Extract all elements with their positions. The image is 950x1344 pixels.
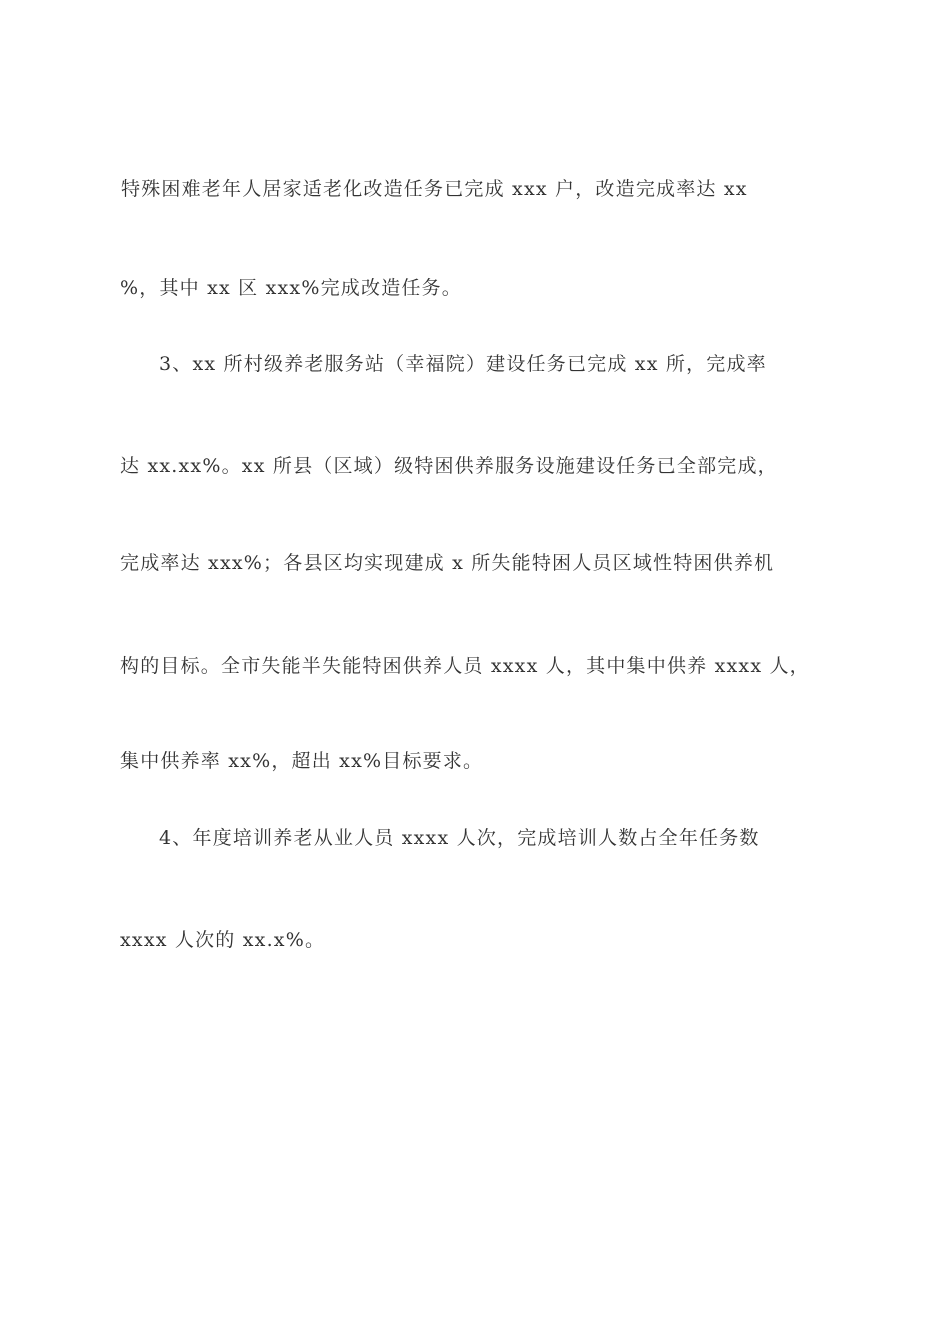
paragraph-line: 集中供养率 xx%，超出 xx%目标要求。: [120, 750, 484, 772]
paragraph-line: 达 xx.xx%。xx 所县（区域）级特困供养服务设施建设任务已全部完成，: [120, 455, 778, 477]
paragraph-line: 3、xx 所村级养老服务站（幸福院）建设任务已完成 xx 所，完成率: [159, 353, 767, 375]
paragraph-line: 特殊困难老年人居家适老化改造任务已完成 xxx 户，改造完成率达 xx: [121, 178, 748, 200]
paragraph-line: 完成率达 xxx%；各县区均实现建成 x 所失能特困人员区域性特困供养机: [120, 552, 775, 574]
paragraph-line: xxxx 人次的 xx.x%。: [120, 929, 326, 951]
paragraph-line: 4、年度培训养老从业人员 xxxx 人次，完成培训人数占全年任务数: [159, 827, 760, 849]
paragraph-line: 构的目标。全市失能半失能特困供养人员 xxxx 人，其中集中供养 xxxx 人，: [120, 655, 810, 677]
paragraph-line: %，其中 xx 区 xxx%完成改造任务。: [120, 277, 463, 299]
